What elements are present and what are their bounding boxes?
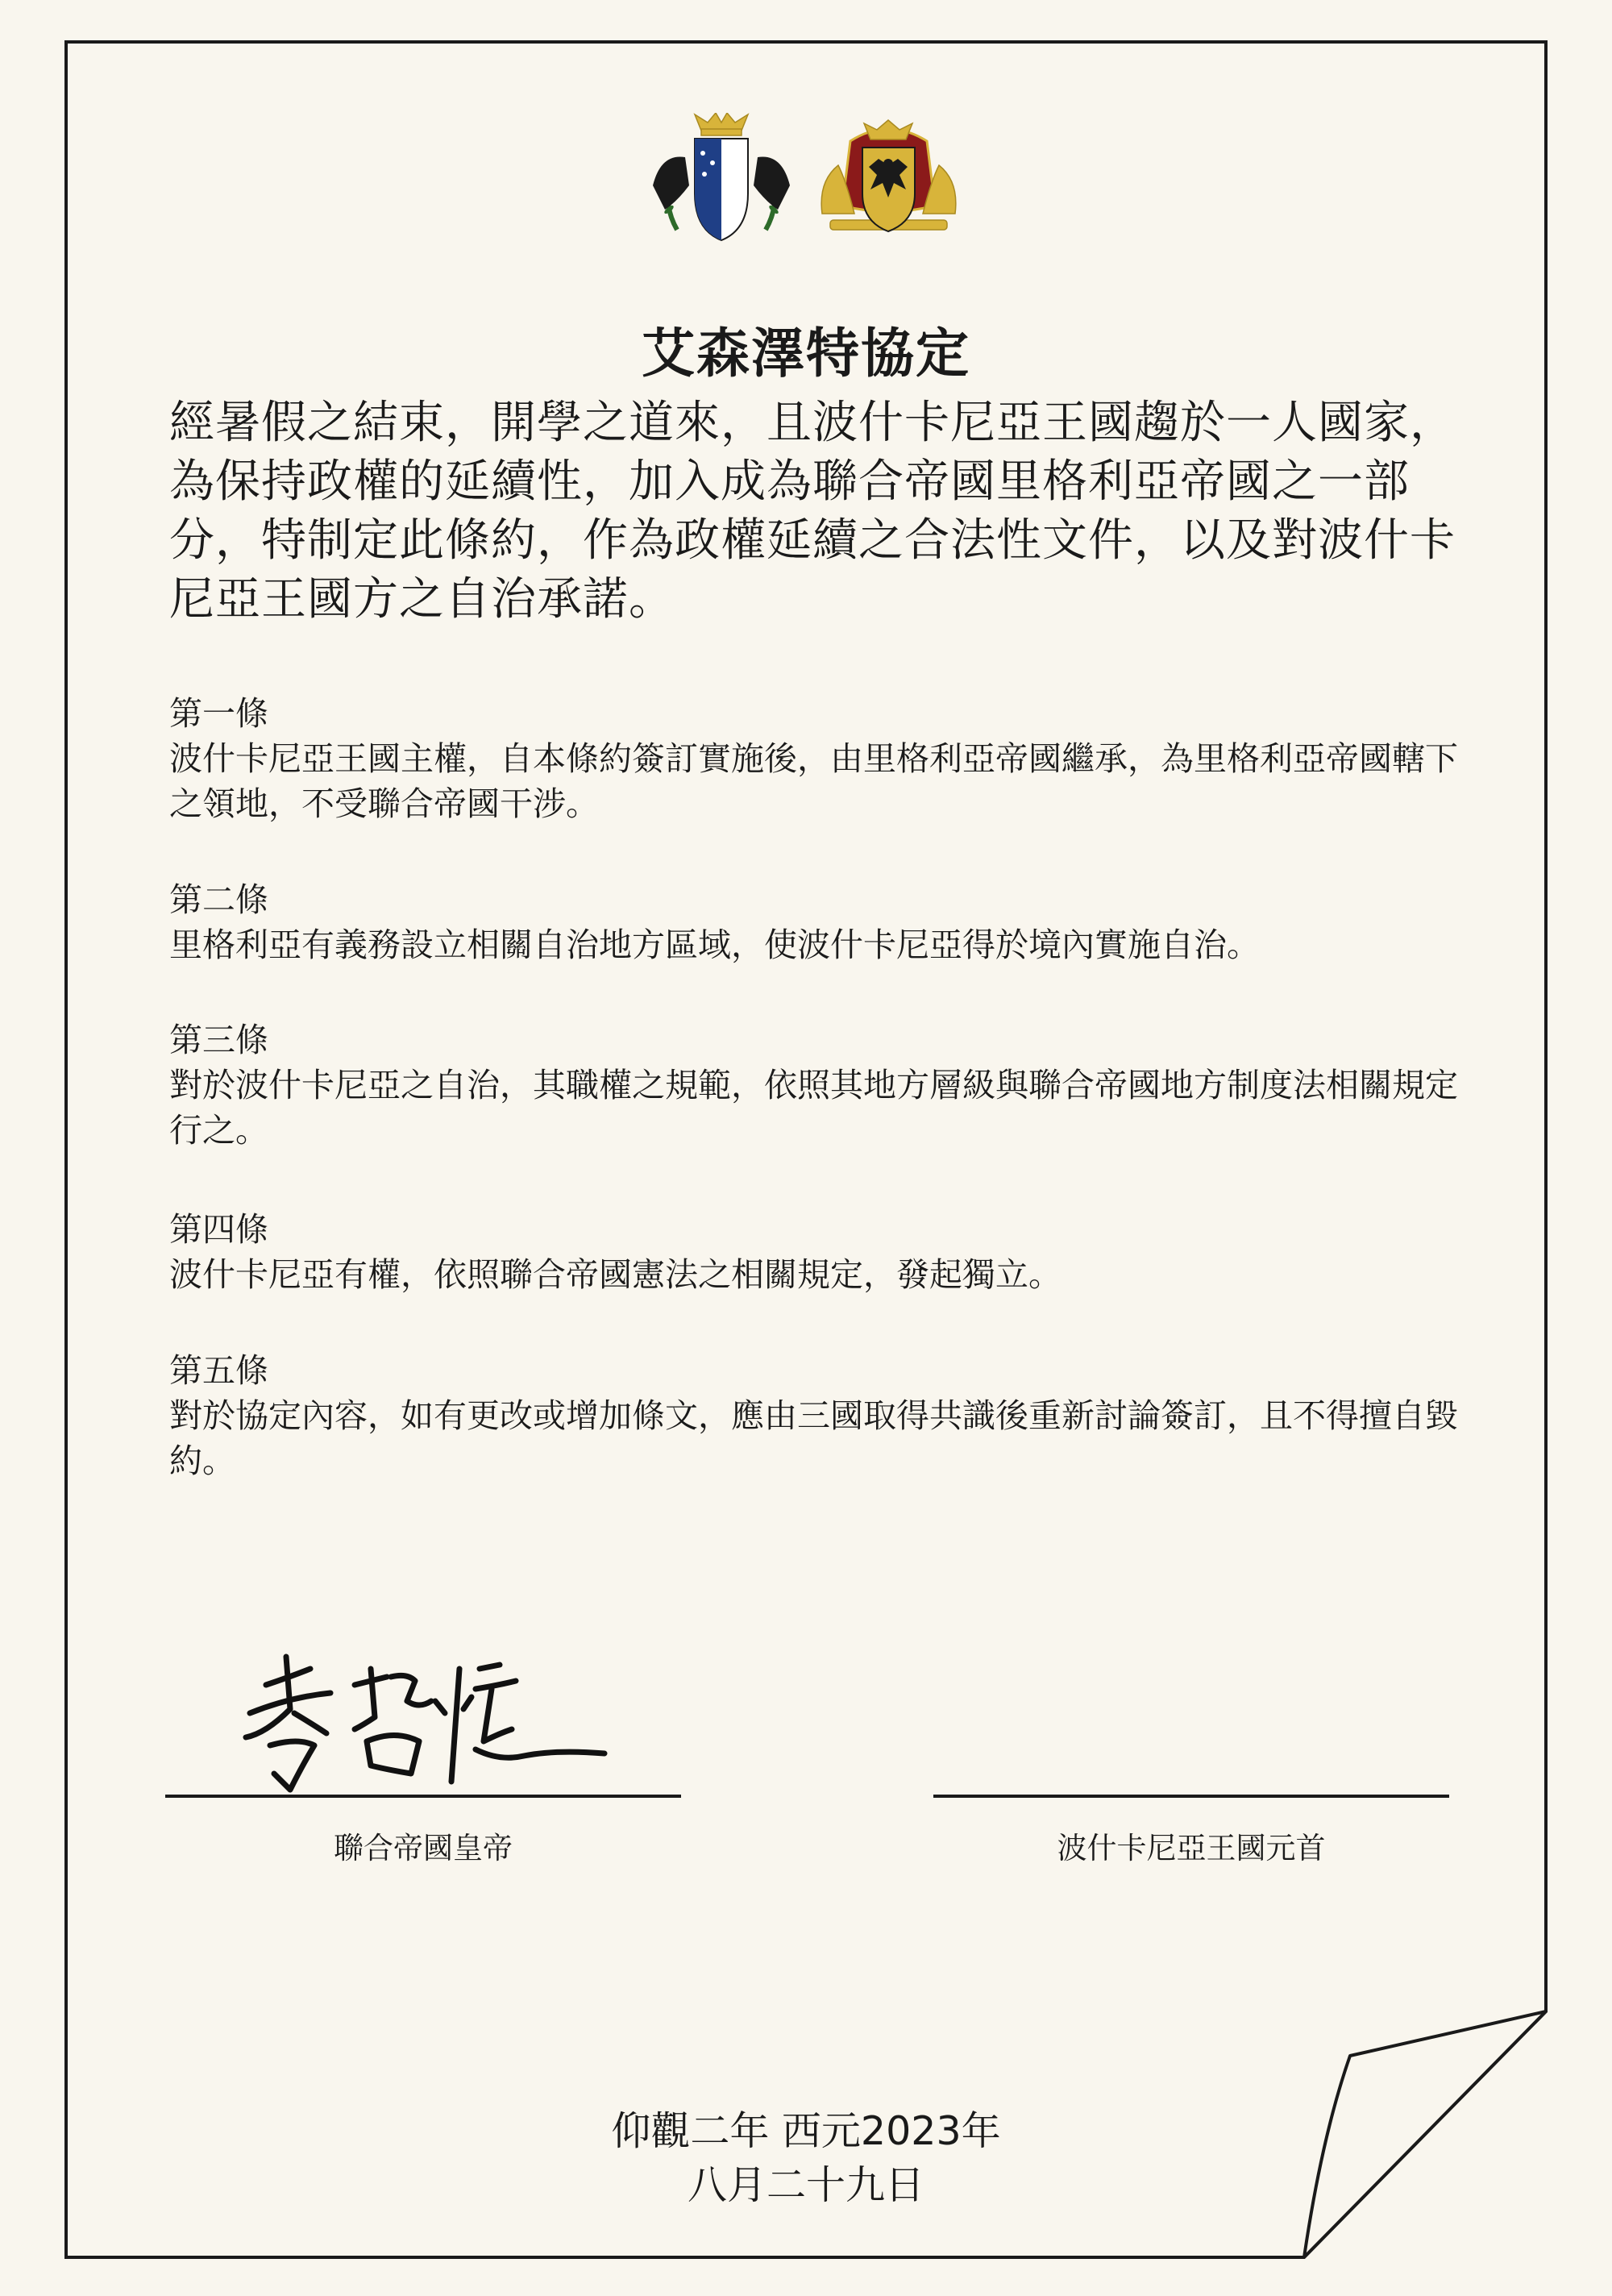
preamble-paragraph: 經暑假之結束，開學之道來，且波什卡尼亞王國趨於一人國家，為保持政權的延續性，加入成為聯合帝國里格利亞帝國之一部分，特制定此條約，作為政權延續之合法性文件，以及對波什卡尼亞王國方之自治承諾。 [169,397,1456,626]
article-text: 對於波什卡尼亞之自治，其職權之規範，依照其地方層級與聯合帝國地方制度法相關規定行之。 [169,1066,1458,1150]
article-text: 對於協定內容，如有更改或增加條文，應由三國取得共識後重新討論簽訂，且不得擅自毀約。 [169,1396,1458,1480]
article-2 [169,877,1459,967]
article-4 [169,1207,1459,1297]
article-label: 第五條 [169,1351,268,1390]
kingdom-coat-of-arms-icon [814,117,963,246]
emperor-signature [234,1653,621,1806]
royal-coat-of-arms-icon [645,113,798,246]
signature-line-left [165,1795,681,1798]
signature-line-right [933,1795,1449,1798]
article-text: 波什卡尼亞有權，依照聯合帝國憲法之相關規定，發起獨立。 [169,1255,1062,1294]
date-era-year: 仰觀二年 西元2023年 [611,2108,1001,2154]
document-title: 艾森澤特協定 [642,322,970,385]
article-5 [169,1348,1459,1483]
article-label: 第四條 [169,1210,268,1249]
article-text: 波什卡尼亞王國主權，自本條約簽訂實施後，由里格利亞帝國繼承，為里格利亞帝國轄下之領地，不受聯合帝國干涉。 [169,739,1458,823]
article-1 [169,691,1459,826]
signature-caption-right: 波什卡尼亞王國元首 [1057,1831,1326,1866]
date-month-day: 八月二十九日 [687,2162,924,2208]
article-3 [169,1017,1459,1153]
article-label: 第一條 [169,694,268,733]
article-label: 第三條 [169,1021,268,1059]
article-label: 第二條 [169,880,268,919]
signature-caption-left: 聯合帝國皇帝 [334,1831,513,1866]
article-text: 里格利亞有義務設立相關自治地方區域，使波什卡尼亞得於境內實施自治。 [169,925,1260,964]
